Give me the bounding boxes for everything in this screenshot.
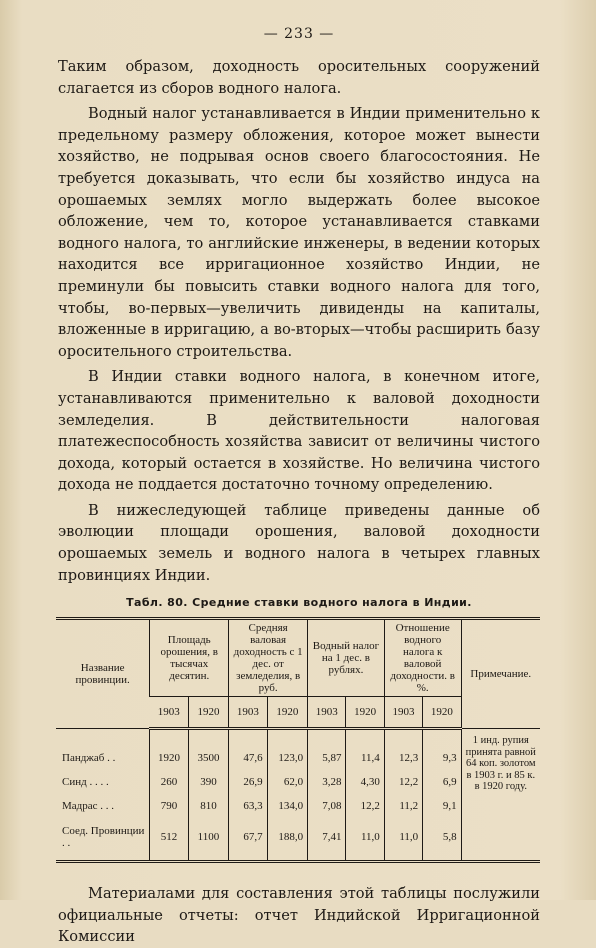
header-note: Примечание. <box>461 619 540 729</box>
year-cell: 1920 <box>346 697 384 729</box>
year-cell: 1903 <box>384 697 422 729</box>
paragraph-4: В нижеследующей таблице приведены данные об эволюции площади орошения, валовой доходности орошаемых земель и водного налога в четырех главных провинциях Индии. <box>58 501 540 584</box>
province-name: Панджаб . . <box>62 752 116 765</box>
ratio-cell: 12,2 <box>384 770 422 794</box>
ratio-cell: 9,1 <box>423 794 461 818</box>
gross-cell: 67,7 <box>229 818 267 862</box>
ratio-cell: 11,2 <box>384 794 422 818</box>
ratio-cell: 5,8 <box>423 818 461 862</box>
year-cell: 1920 <box>267 697 308 729</box>
gross-cell: 188,0 <box>267 818 308 862</box>
gross-cell: 26,9 <box>229 770 267 794</box>
gross-cell: 123,0 <box>267 746 308 770</box>
area-cell: 1100 <box>188 818 229 862</box>
area-cell: 790 <box>150 794 188 818</box>
ratio-cell: 11,0 <box>384 818 422 862</box>
water-tax-table <box>56 617 540 863</box>
gross-cell: 63,3 <box>229 794 267 818</box>
area-cell: 810 <box>188 794 229 818</box>
area-cell: 512 <box>150 818 188 862</box>
year-cell: 1903 <box>229 697 267 729</box>
ratio-cell: 12,3 <box>384 746 422 770</box>
tax-cell: 4,30 <box>346 770 384 794</box>
year-cell: 1903 <box>308 697 346 729</box>
year-cell: 1920 <box>423 697 461 729</box>
ratio-cell: 6,9 <box>423 770 461 794</box>
province-name: Мадрас . . . <box>62 800 115 813</box>
year-cell: 1920 <box>188 697 229 729</box>
area-cell: 3500 <box>188 746 229 770</box>
tax-cell: 5,87 <box>308 746 346 770</box>
tax-cell: 7,41 <box>308 818 346 862</box>
header-ratio: Отношение водного налога к валовой доходности. в %. <box>384 619 461 697</box>
closing-paragraph: Материалами для составления этой таблицы послужили официальные отчеты: отчет Индийской Ирригационной Комиссии <box>58 885 540 946</box>
table-header-row <box>56 619 540 697</box>
area-cell: 1920 <box>150 746 188 770</box>
paragraph-1: Таким образом, доходность оросительных сооружений слагается из сборов водного налога. <box>58 58 540 97</box>
page-number: — 233 — <box>263 26 335 42</box>
table-note: 1 инд. рупия принята равной 64 коп. золотом в 1903 г. и 85 к. в 1920 году. <box>461 729 540 862</box>
province-name: Синд . . . . <box>62 776 109 789</box>
header-area: Площадь орошения, в тысячах десятин. <box>150 619 229 697</box>
tax-cell: 11,0 <box>346 818 384 862</box>
header-province: Название провинции. <box>56 619 150 729</box>
area-cell: 260 <box>150 770 188 794</box>
gross-cell: 134,0 <box>267 794 308 818</box>
table-caption: Табл. 80. Средние ставки водного налога в Индии. <box>126 596 472 610</box>
year-cell: 1903 <box>150 697 188 729</box>
paragraph-3: В Индии ставки водного налога, в конечном итоге, устанавливаются применительно к валовой доходности земледелия. В действительности налоговая платежеспособность хозяйства зависит от величины чистого дохода, который остается в хозяйстве. Но величина чистого дохода не поддается достаточно точному определению. <box>58 368 540 494</box>
paragraph-2: Водный налог устанавливается в Индии применительно к предельному размеру обложения, которое может вынести хозяйство, не подрывая основ своего благосостояния. Не требуется доказывать, что если бы хозяйство индуса на орошаемых землях могло выдержать более высокое обложение, чем то, которое устанавливается ставками водного налога, то английские инженеры, в ведении которых находится все ирригационное хозяйство Индии, не преминули бы повысить ставки водного налога для того, чтобы, во-первых—увеличить дивиденды на капиталы, вложенные в ирригацию, а во-вторых—чтобы расширить базу оросительного строительства. <box>58 105 540 360</box>
gross-cell: 62,0 <box>267 770 308 794</box>
ratio-cell: 9,3 <box>423 746 461 770</box>
header-gross: Средняя валовая доходность с 1 дес. от земледелия, в руб. <box>229 619 308 697</box>
table-spacer-row <box>56 729 540 747</box>
province-name: Соед. Провинции . . <box>62 825 145 850</box>
gross-cell: 47,6 <box>229 746 267 770</box>
header-tax: Водный налог на 1 дес. в рублях. <box>308 619 385 697</box>
tax-cell: 12,2 <box>346 794 384 818</box>
tax-cell: 7,08 <box>308 794 346 818</box>
area-cell: 390 <box>188 770 229 794</box>
tax-cell: 3,28 <box>308 770 346 794</box>
tax-cell: 11,4 <box>346 746 384 770</box>
